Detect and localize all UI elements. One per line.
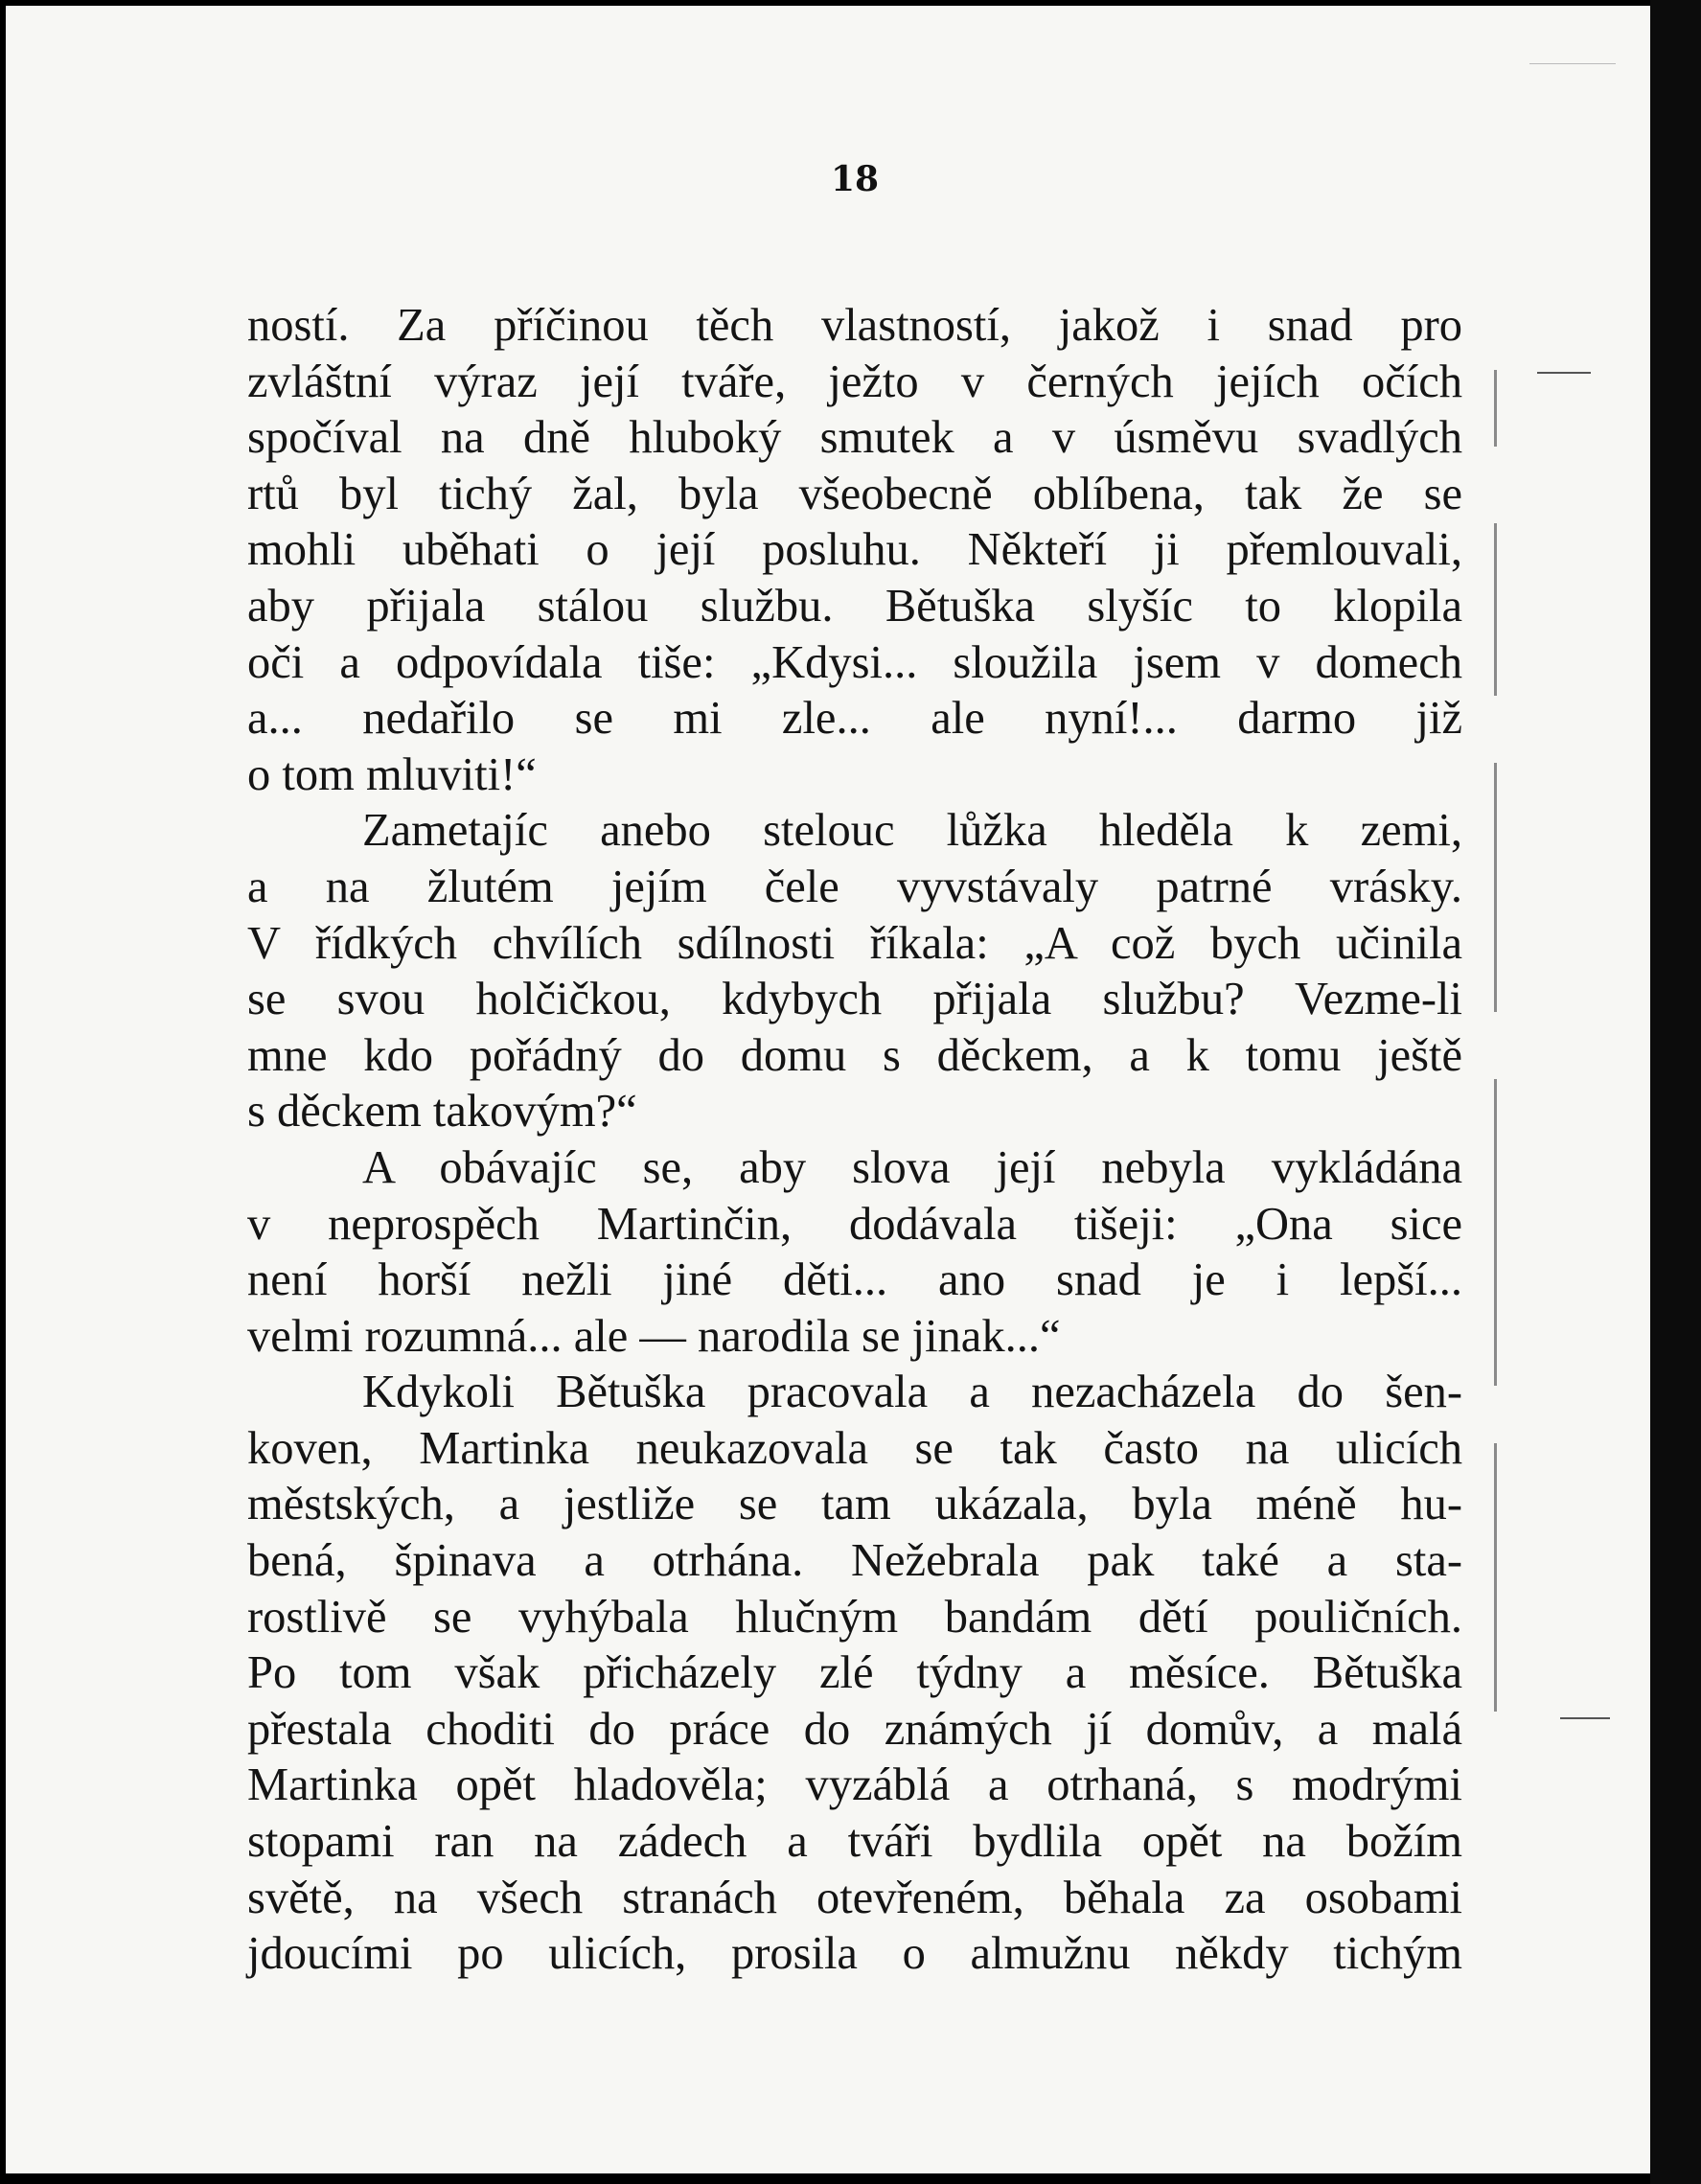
text-line: jdoucími po ulicích, prosila o almužnu někdy tichým xyxy=(247,1928,1462,1980)
text-line: se svou holčičkou, kdybych přijala službu? Vezme-li xyxy=(247,974,1462,1025)
text-line: není horší nežli jiné děti... ano snad je i lepší... xyxy=(247,1254,1462,1306)
text-line: stopami ran na zádech a tváři bydlila opět na božím xyxy=(247,1816,1462,1868)
margin-rule xyxy=(1494,763,1497,1012)
margin-rule xyxy=(1494,1443,1497,1712)
text-line: zvláštní výraz její tváře, ježto v černých jejích očích xyxy=(247,356,1462,407)
margin-tick xyxy=(1537,372,1591,374)
text-line: A obávajíc se, aby slova její nebyla vykládána xyxy=(362,1141,1462,1193)
page-edge-shadow xyxy=(1650,0,1701,2184)
margin-tick xyxy=(1529,63,1616,64)
text-line: spočíval na dně hluboký smutek a v úsměvu svadlých xyxy=(247,412,1462,464)
text-line: rostlivě se vyhýbala hlučným bandám dětí pouličních. xyxy=(247,1591,1462,1643)
text-line: aby přijala stálou službu. Bětuška slyšíc to klopila xyxy=(247,580,1462,632)
text-line: koven, Martinka neukazovala se tak často na ulicích xyxy=(247,1422,1462,1474)
text-line: mohli uběhati o její posluhu. Někteří ji přemlouvali, xyxy=(247,524,1462,576)
text-line: a na žlutém jejím čele vyvstávaly patrné vrásky. xyxy=(247,861,1462,912)
text-line: přestala choditi do práce do známých jí domův, a malá xyxy=(247,1703,1462,1755)
text-line: s děckem takovým?“ xyxy=(247,1086,637,1138)
text-line: o tom mluviti!“ xyxy=(247,748,537,800)
text-line: v neprospěch Martinčin, dodávala tišeji: „Ona sice xyxy=(247,1198,1462,1250)
margin-rule xyxy=(1494,1079,1497,1386)
text-line: velmi rozumná... ale — narodila se jinak...“ xyxy=(247,1310,1061,1362)
text-line: Kdykoli Bětuška pracovala a nezacházela do šen- xyxy=(362,1367,1462,1418)
text-line: oči a odpovídala tiše: „Kdysi... sloužila jsem v domech xyxy=(247,636,1462,688)
margin-tick xyxy=(1560,1717,1610,1719)
text-line: rtů byl tichý žal, byla všeobecně oblíbena, tak že se xyxy=(247,468,1462,519)
margin-rule xyxy=(1494,370,1497,447)
text-line: V řídkých chvílích sdílnosti říkala: „A což bych učinila xyxy=(247,917,1462,969)
margin-rule xyxy=(1494,523,1497,696)
text-line: bená, špinava a otrhána. Nežebrala pak také a sta- xyxy=(247,1535,1462,1587)
text-line: mne kdo pořádný do domu s děckem, a k tomu ještě xyxy=(247,1029,1462,1081)
text-line: Martinka opět hladověla; vyzáblá a otrhaná, s modrými xyxy=(247,1759,1462,1811)
text-line: Zametajíc anebo stelouc lůžka hleděla k zemi, xyxy=(362,805,1462,857)
book-page xyxy=(6,6,1656,2173)
body-text xyxy=(247,298,1462,1983)
text-line: ností. Za příčinou těch vlastností, jakož i snad pro xyxy=(247,300,1462,351)
text-line: světě, na všech stranách otevřeném, běhala za osobami xyxy=(247,1872,1462,1923)
text-line: a... nedařilo se mi zle... ale nyní!... darmo již xyxy=(247,693,1462,745)
text-line: Po tom však přicházely zlé týdny a měsíce. Bětuška xyxy=(247,1647,1462,1699)
text-line: městských, a jestliže se tam ukázala, byla méně hu- xyxy=(247,1479,1462,1530)
page-number: 18 xyxy=(830,159,880,199)
